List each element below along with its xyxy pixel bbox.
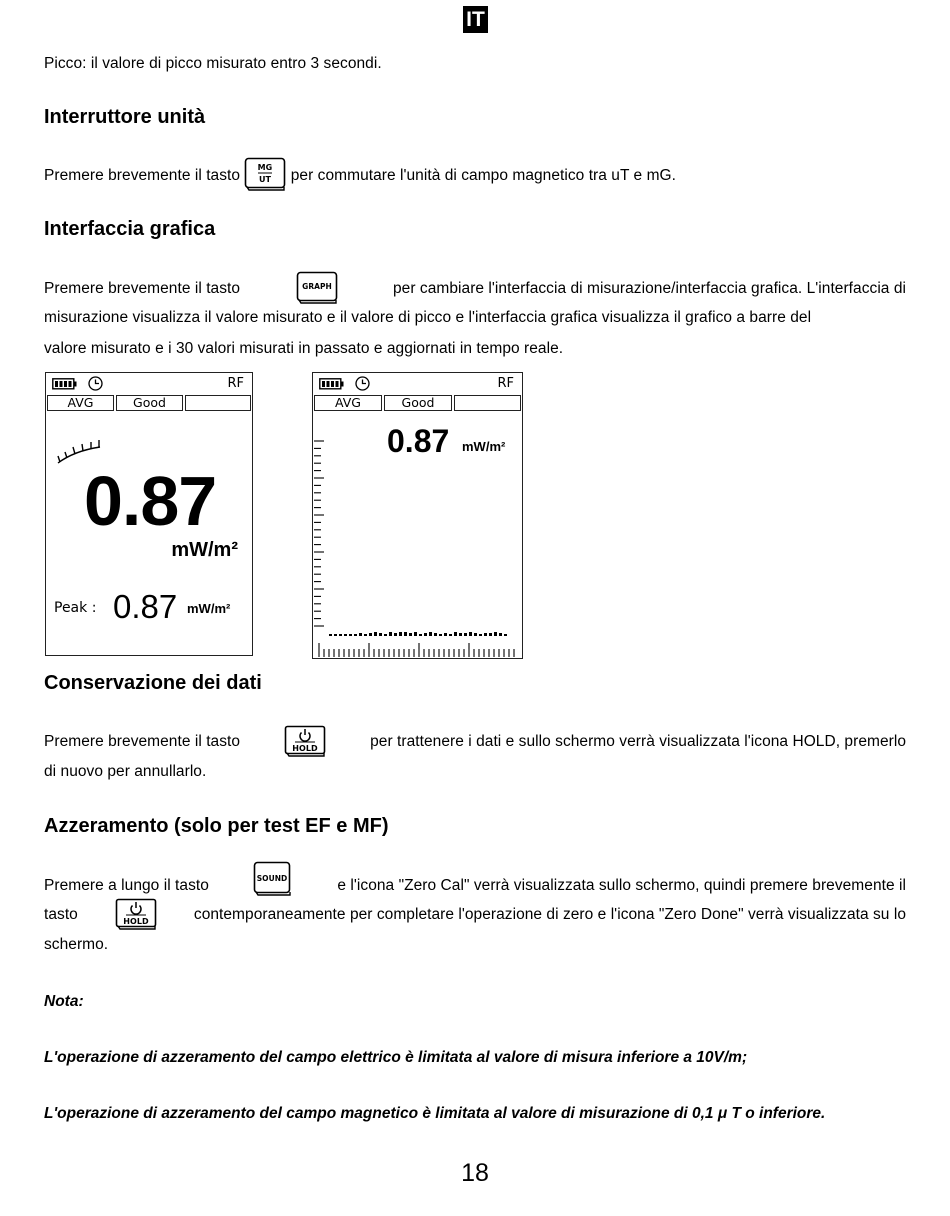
- graph-screen: [312, 372, 523, 659]
- avg-tab: AVG: [314, 395, 382, 411]
- zeroing-line2-after: contemporaneamente per completare l'operazione di zero e l'icona "Zero Done" verrà visualizzata su lo: [193, 905, 906, 923]
- data-hold-line2: di nuovo per annullarlo.: [44, 763, 207, 780]
- unit-switch-heading: Interruttore unità: [44, 106, 206, 128]
- history-bar: [474, 633, 477, 636]
- hold-key-icon: [284, 725, 326, 757]
- zeroing-line2: [44, 898, 906, 930]
- measured-value: 0.87: [84, 462, 217, 540]
- unit-switch-paragraph: [44, 159, 676, 193]
- good-tab: Good: [116, 395, 183, 411]
- history-bar: [444, 633, 447, 636]
- history-bar: [404, 632, 407, 636]
- history-bar: [389, 632, 392, 636]
- peak-value: 0.87: [113, 588, 178, 625]
- history-bar: [394, 633, 397, 636]
- history-bar: [379, 633, 382, 636]
- graph-key-text: GRAPH: [301, 282, 332, 291]
- note-title: Nota:: [44, 993, 84, 1010]
- history-bar: [484, 633, 487, 636]
- sound-key-icon: [253, 861, 293, 897]
- history-bar: [419, 634, 422, 636]
- sound-key-text: SOUND: [256, 874, 288, 883]
- data-hold-text-before: Premere brevemente il tasto: [44, 732, 241, 750]
- graph-ui-text-after: per cambiare l'interfaccia di misurazione/interfaccia grafica. L'interfaccia di: [393, 279, 906, 297]
- history-bar: [359, 633, 362, 636]
- graph-ui-line3: valore misurato e i 30 valori misurati in passato e aggiornati in tempo reale.: [44, 340, 564, 357]
- bar-graph: [313, 373, 521, 657]
- history-bar: [364, 634, 367, 636]
- graph-ui-line1: [44, 271, 906, 305]
- history-bar: [399, 632, 402, 636]
- graph-ui-text-before: Premere brevemente il tasto: [44, 279, 241, 297]
- graph-measured-value: 0.87: [387, 423, 450, 459]
- zeroing-text-after: e l'icona "Zero Cal" verrà visualizzata sullo schermo, quindi premere brevemente il: [337, 876, 906, 894]
- history-bar: [369, 633, 372, 636]
- history-bar: [454, 632, 457, 636]
- status-tabs: [47, 395, 251, 411]
- history-bar: [339, 634, 342, 636]
- history-bar: [434, 633, 437, 636]
- note-electric-field: L'operazione di azzeramento del campo elettrico è limitata al valore di misura inferiore a 10V/m;: [44, 1049, 748, 1066]
- history-bar: [429, 632, 432, 636]
- mg-ut-key-icon: [244, 157, 286, 191]
- graph-key-icon: [296, 271, 338, 305]
- history-bar: [424, 633, 427, 636]
- history-bar: [384, 634, 387, 636]
- history-bar: [499, 633, 502, 636]
- history-bar: [349, 634, 352, 636]
- language-badge: IT: [463, 6, 488, 33]
- history-bar: [459, 633, 462, 636]
- clock-icon: [88, 376, 103, 396]
- history-bar: [504, 634, 507, 636]
- ut-key-text: UT: [259, 175, 272, 184]
- graph-ui-heading: Interfaccia grafica: [44, 218, 216, 240]
- history-bar: [469, 632, 472, 636]
- history-bar: [334, 634, 337, 636]
- history-bar: [354, 634, 357, 636]
- history-bar: [409, 633, 412, 636]
- data-hold-heading: Conservazione dei dati: [44, 672, 262, 694]
- measure-screen: [45, 372, 253, 656]
- peak-description: Picco: il valore di picco misurato entro 3 secondi.: [44, 55, 382, 72]
- hold-key-text: HOLD: [292, 744, 318, 753]
- history-bar: [464, 633, 467, 636]
- zeroing-line3: schermo.: [44, 936, 109, 953]
- history-bar: [439, 634, 442, 636]
- hold-key-text: HOLD: [123, 917, 149, 926]
- history-bar: [479, 634, 482, 636]
- measured-unit: mW/m²: [171, 539, 238, 561]
- zeroing-text-before: Premere a lungo il tasto: [44, 876, 209, 894]
- empty-tab: [185, 395, 251, 411]
- page-number: 18: [461, 1159, 489, 1187]
- history-bar: [489, 633, 492, 636]
- history-bar: [374, 632, 377, 636]
- note-magnetic-field: L'operazione di azzeramento del campo magnetico è limitata al valore di misurazione di 0,1 μ T o inferiore.: [44, 1105, 826, 1122]
- mg-key-text: MG: [258, 163, 273, 172]
- history-bar: [414, 632, 417, 636]
- peak-unit: mW/m²: [187, 601, 231, 616]
- zeroing-heading: Azzeramento (solo per test EF e MF): [44, 815, 389, 837]
- data-hold-line1: [44, 725, 906, 757]
- graph-ui-line2: misurazione visualizza il valore misurato e il valore di picco e l'interfaccia grafica visualizza il grafico a barre del: [44, 309, 812, 326]
- peak-label: Peak :: [54, 600, 97, 616]
- graph-measured-unit: mW/m²: [462, 439, 506, 454]
- history-bar: [329, 634, 332, 636]
- history-bar: [494, 632, 497, 636]
- battery-icon: [52, 377, 78, 395]
- data-hold-text-after: per trattenere i dati e sullo schermo verrà visualizzata l'icona HOLD, premerlo: [370, 732, 906, 750]
- rf-label: RF: [497, 376, 514, 391]
- hold-key-icon: [115, 898, 157, 930]
- unit-switch-text-after: per commutare l'unità di campo magnetico tra uT e mG.: [290, 167, 677, 185]
- zeroing-line2-before: tasto: [44, 905, 78, 923]
- unit-switch-text-before: Premere brevemente il tasto: [44, 167, 241, 185]
- good-tab: Good: [384, 395, 452, 411]
- rf-label: RF: [227, 376, 244, 391]
- history-bar: [344, 634, 347, 636]
- history-bar: [449, 634, 452, 636]
- avg-tab: AVG: [47, 395, 114, 411]
